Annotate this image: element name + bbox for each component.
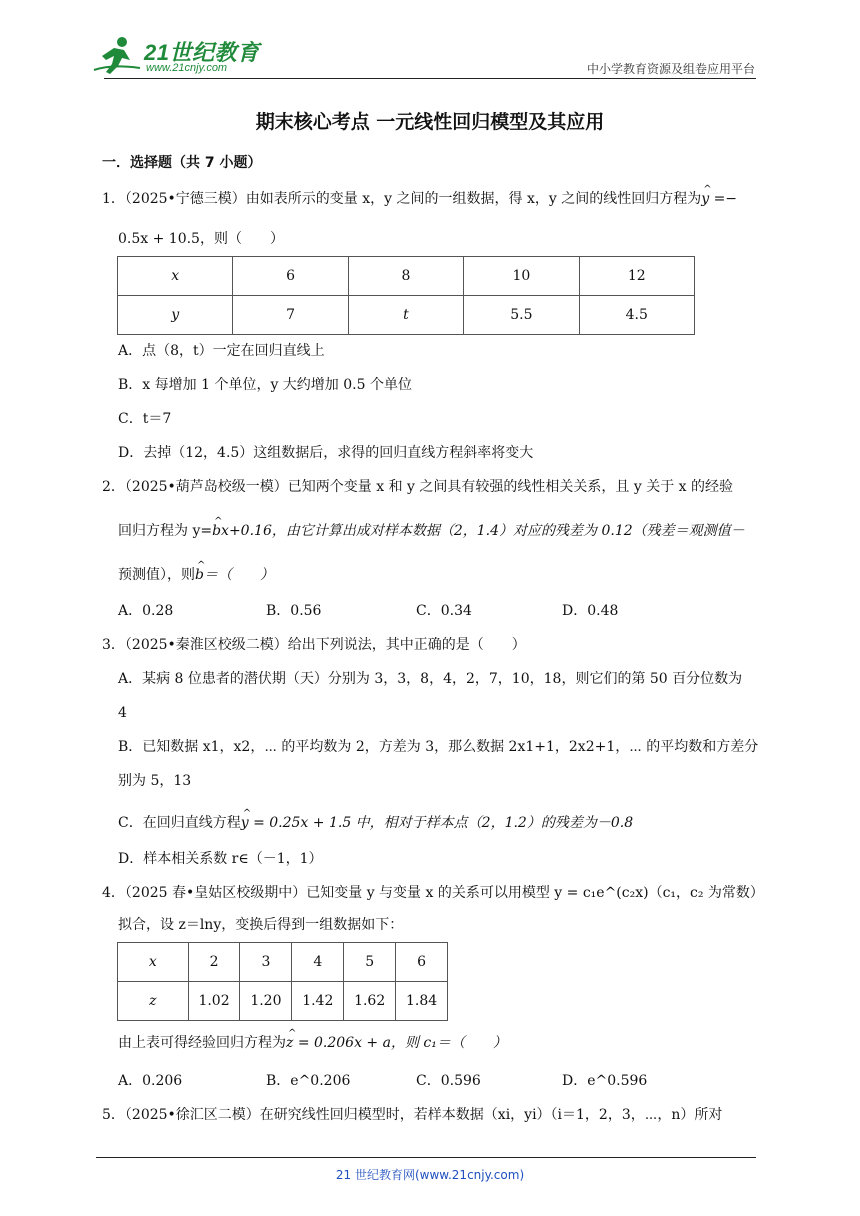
q1-option-b[interactable]: B．x 每增加 1 个单位，y 大约增加 0.5 个单位 [118, 377, 412, 393]
q4-stem-line2: 拟合，设 z＝lny，变换后得到一组数据如下： [118, 917, 404, 933]
q4-option-a[interactable]: A．0.206 [118, 1073, 183, 1089]
logo-name: 21世纪教育 [144, 40, 260, 65]
table-cell: 8 [348, 257, 463, 296]
q1-stem-text: 1．（2025•宁德三模）由如表所示的变量 x，y 之间的一组数据，得 x，y 之间的线性回归方程为 [102, 191, 702, 207]
runner-logo-icon [92, 34, 144, 78]
q3-option-a-cont: 4 [118, 705, 127, 721]
q4-option-b[interactable]: B．e^0.206 [266, 1073, 351, 1089]
q4-stem-line1: 4．（2025 春•皇姑区校级期中）已知变量 y 与变量 x 的关系可以用模型 y = c₁e^(c₂x)（c₁，c₂ 为常数） [102, 885, 764, 901]
page-title: 期末核心考点 一元线性回归模型及其应用 [255, 111, 605, 133]
q4-data-table [117, 942, 448, 1021]
q4-option-d[interactable]: D．e^0.596 [562, 1073, 648, 1089]
q3-option-b[interactable]: B．已知数据 x1，x2，⋯ 的平均数为 2，方差为 3，那么数据 2x1+1，2x2+1，⋯ 的平均数和方差分 [118, 739, 759, 755]
q3-option-a[interactable]: A．某病 8 位患者的潜伏期（天）分别为 3，3，8，4，2，7，10，18，则它们的第 50 百分位数为 [118, 671, 743, 687]
platform-name: 中小学教育资源及组卷应用平台 [586, 62, 755, 76]
q3-stem: 3．（2025•秦淮区校级二模）给出下列说法，其中正确的是（ ） [102, 637, 526, 653]
footer-link[interactable]: 21 世纪教育网(www.21cnjy.com) [335, 1168, 525, 1182]
q4-option-c[interactable]: C．0.596 [416, 1073, 481, 1089]
logo-url: www.21cnjy.com [146, 62, 228, 74]
table-cell: x [118, 257, 233, 296]
page-header [0, 0, 860, 80]
table-row [118, 943, 448, 982]
q2-answer-blank: ^ b＝（ ） [195, 566, 274, 584]
q3-option-c-equation: ^ y = 0.25x + 1.5 中，相对于样本点（2，1.2）的残差为－0.8 [241, 814, 633, 832]
table-row [118, 257, 695, 296]
q2-stem-text: 预测值），则 [118, 567, 195, 583]
q1-option-c[interactable]: C．t＝7 [118, 411, 172, 427]
table-cell: 4.5 [579, 296, 694, 335]
q2-option-c[interactable]: C．0.34 [416, 603, 472, 619]
q4-stem-line3 [118, 1034, 507, 1052]
q3-option-d[interactable]: D．样本相关系数 r∈（－1，1） [118, 851, 323, 867]
q1-option-a[interactable]: A．点（8，t）一定在回归直线上 [118, 343, 325, 359]
table-cell: 1.20 [240, 982, 292, 1021]
q2-stem-line2 [118, 522, 745, 540]
table-cell: x [118, 943, 189, 982]
q2-option-b[interactable]: B．0.56 [266, 603, 322, 619]
q2-option-d[interactable]: D．0.48 [562, 603, 619, 619]
q3-option-b-cont: 别为 5，13 [118, 773, 192, 789]
q2-option-a[interactable]: A．0.28 [118, 603, 174, 619]
table-cell: 1.62 [344, 982, 396, 1021]
q2-stem-line1: 2．（2025•葫芦岛校级一模）已知两个变量 x 和 y 之间具有较强的线性相关关系，且 y 关于 x 的经验 [102, 479, 734, 495]
table-cell: 5 [344, 943, 396, 982]
table-cell: 6 [233, 257, 348, 296]
table-cell: 10 [464, 257, 579, 296]
q4-stem-text: 由上表可得经验回归方程为 [118, 1035, 286, 1051]
q1-data-table [117, 256, 695, 335]
table-row [118, 296, 695, 335]
q3-option-c[interactable] [118, 814, 633, 832]
table-cell: z [118, 982, 189, 1021]
table-cell: 6 [396, 943, 448, 982]
q5-stem-line1: 5．（2025•徐汇区二模）在研究线性回归模型时，若样本数据（xi，yi）（i＝1，2，3，⋯，n）所对 [102, 1107, 723, 1123]
q2-stem-line3 [118, 566, 274, 584]
table-cell: 5.5 [464, 296, 579, 335]
q3-option-c-text: C．在回归直线方程 [118, 815, 241, 831]
table-cell: 4 [292, 943, 344, 982]
q1-stem-equation: ^ y =− [701, 190, 737, 208]
table-cell: 2 [188, 943, 240, 982]
table-cell: t [348, 296, 463, 335]
table-cell: 3 [240, 943, 292, 982]
section-heading: 一．选择题（共 7 小题） [102, 155, 262, 171]
q1-stem-line1 [102, 190, 737, 208]
site-logo[interactable] [92, 34, 262, 78]
q4-equation: ^ z = 0.206x + a，则 c₁＝（ ） [286, 1034, 507, 1052]
footer-divider [96, 1157, 756, 1158]
q1-option-d[interactable]: D．去掉（12，4.5）这组数据后，求得的回归直线方程斜率将变大 [118, 445, 534, 461]
table-cell: 1.02 [188, 982, 240, 1021]
table-cell: 1.42 [292, 982, 344, 1021]
q1-stem-line2: 0.5x + 10.5，则（ ） [118, 231, 284, 247]
table-cell: y [118, 296, 233, 335]
table-cell: 12 [579, 257, 694, 296]
table-row [118, 982, 448, 1021]
q2-equation: ^ bx+0.16，由它计算出成对样本数据（2，1.4）对应的残差为 0.12（残差＝观测值－ [212, 522, 745, 540]
table-cell: 7 [233, 296, 348, 335]
table-cell: 1.84 [396, 982, 448, 1021]
q2-stem-text: 回归方程为 y= [118, 523, 213, 539]
header-divider [104, 78, 756, 79]
